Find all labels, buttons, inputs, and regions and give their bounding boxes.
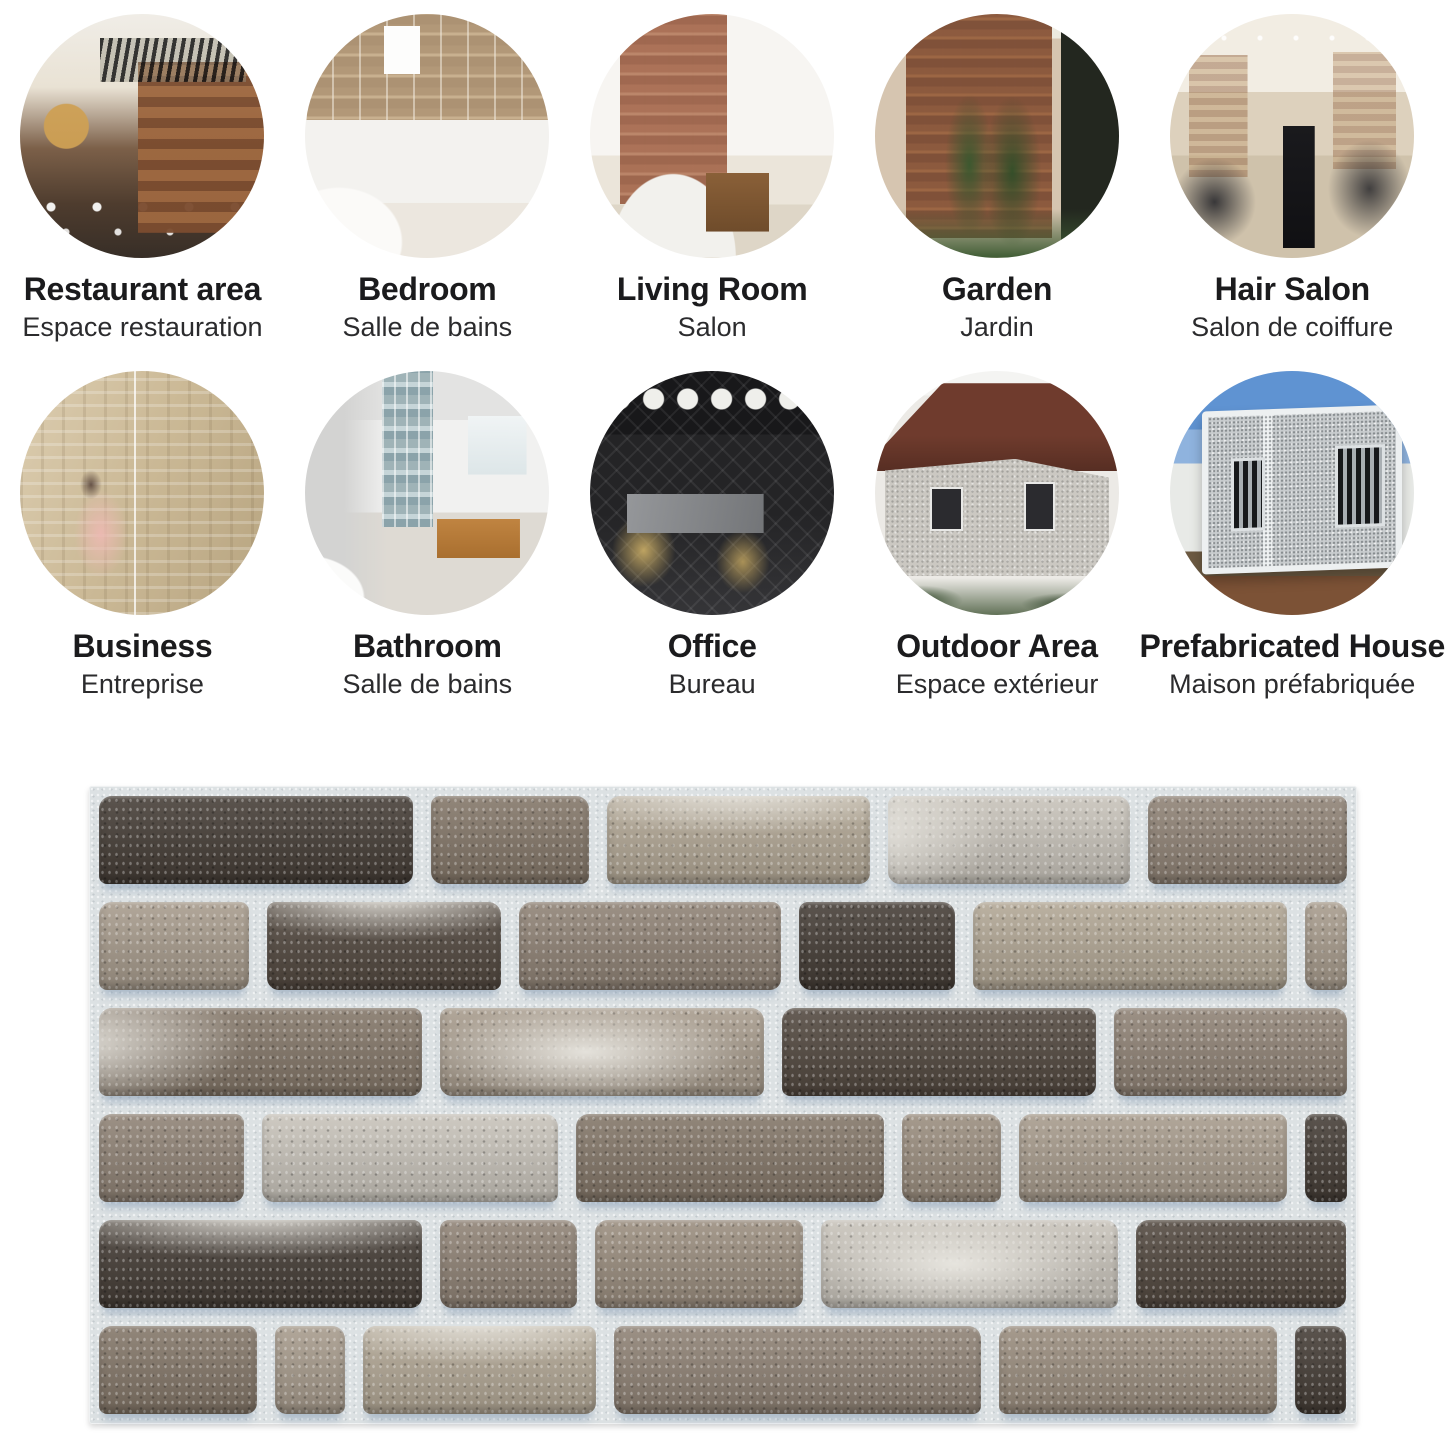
brick xyxy=(99,1220,423,1308)
window-shape xyxy=(1335,444,1384,527)
brick xyxy=(607,796,870,884)
brick xyxy=(1136,1220,1346,1308)
bush-shape xyxy=(875,578,1119,615)
application-label-fr: Espace restauration xyxy=(22,312,263,342)
outdoor-area-photo xyxy=(875,371,1119,615)
application-caption xyxy=(285,628,570,700)
brick xyxy=(1019,1114,1287,1202)
brick-row xyxy=(99,1220,1347,1308)
brick-panel-product-image xyxy=(89,786,1357,1424)
application-label-en: Office xyxy=(667,628,757,664)
brick xyxy=(821,1220,1118,1308)
application-card-hair-salon xyxy=(1139,14,1445,343)
application-label-fr: Salon de coiffure xyxy=(1191,312,1394,342)
application-label-fr: Salle de bains xyxy=(342,669,513,699)
application-caption xyxy=(855,271,1140,343)
brick-row xyxy=(99,1114,1347,1202)
brick xyxy=(595,1220,803,1308)
application-label-fr: Salle de bains xyxy=(342,312,513,342)
application-label-en: Restaurant area xyxy=(23,271,262,307)
brick xyxy=(1114,1008,1346,1096)
application-label-en: Prefabricated House xyxy=(1139,628,1445,664)
brick xyxy=(902,1114,1001,1202)
brick xyxy=(99,1114,245,1202)
window-shape xyxy=(930,487,963,531)
application-caption xyxy=(0,628,285,700)
brick xyxy=(99,796,413,884)
brick xyxy=(440,1220,577,1308)
application-card-outdoor-area xyxy=(855,371,1140,700)
brick xyxy=(576,1114,884,1202)
application-caption xyxy=(570,628,855,700)
window-shape xyxy=(1024,482,1055,531)
brick-row xyxy=(99,796,1347,884)
application-label-en: Living Room xyxy=(616,271,808,307)
bathroom-photo xyxy=(305,371,549,615)
office-photo xyxy=(590,371,834,615)
garden-photo xyxy=(875,14,1119,258)
brick xyxy=(267,902,500,990)
window-shape xyxy=(1230,457,1264,531)
brick xyxy=(888,796,1131,884)
hair-salon-photo xyxy=(1170,14,1414,258)
brick xyxy=(440,1008,764,1096)
brick xyxy=(1295,1326,1347,1414)
brick xyxy=(275,1326,344,1414)
bedroom-photo xyxy=(305,14,549,258)
brick-row xyxy=(99,902,1347,990)
application-label-fr: Maison préfabriquée xyxy=(1169,669,1416,699)
application-card-office xyxy=(570,371,855,700)
application-card-business xyxy=(0,371,285,700)
application-caption xyxy=(570,271,855,343)
application-label-fr: Entreprise xyxy=(80,669,204,699)
brick xyxy=(99,1326,258,1414)
house-wall-shape xyxy=(885,459,1109,576)
brick xyxy=(99,902,250,990)
application-label-en: Bedroom xyxy=(358,271,497,307)
brick xyxy=(999,1326,1277,1414)
product-image-section xyxy=(0,786,1445,1424)
application-label-fr: Jardin xyxy=(960,312,1034,342)
roof-shape xyxy=(875,383,1119,471)
application-label-en: Garden xyxy=(941,271,1053,307)
application-label-en: Hair Salon xyxy=(1214,271,1370,307)
brick-row xyxy=(99,1008,1347,1096)
brick xyxy=(431,796,590,884)
application-caption xyxy=(0,271,285,343)
application-label-en: Business xyxy=(72,628,213,664)
application-card-prefabricated-house xyxy=(1139,371,1445,700)
application-caption xyxy=(285,271,570,343)
application-card-garden xyxy=(855,14,1140,343)
brick-row xyxy=(99,1326,1347,1414)
brick xyxy=(1305,1114,1347,1202)
application-label-fr: Bureau xyxy=(668,669,756,699)
application-label-en: Outdoor Area xyxy=(896,628,1098,664)
brick xyxy=(1305,902,1347,990)
brick xyxy=(99,1008,422,1096)
application-card-bathroom xyxy=(285,371,570,700)
application-label-en: Bathroom xyxy=(352,628,502,664)
applications-grid xyxy=(0,0,1445,700)
application-caption xyxy=(1139,628,1445,700)
prefabricated-house-photo xyxy=(1170,371,1414,615)
container-house-shape xyxy=(1202,404,1402,574)
brick xyxy=(363,1326,596,1414)
brick xyxy=(1148,796,1346,884)
application-card-restaurant-area xyxy=(0,14,285,343)
living-room-photo xyxy=(590,14,834,258)
application-card-bedroom xyxy=(285,14,570,343)
application-card-living-room xyxy=(570,14,855,343)
brick xyxy=(614,1326,981,1414)
application-label-fr: Salon xyxy=(677,312,747,342)
brick xyxy=(262,1114,558,1202)
brick xyxy=(973,902,1287,990)
brick xyxy=(782,1008,1096,1096)
application-label-fr: Espace extérieur xyxy=(895,669,1099,699)
application-caption xyxy=(855,628,1140,700)
application-caption xyxy=(1139,271,1445,343)
brick xyxy=(519,902,782,990)
brick xyxy=(799,902,955,990)
business-photo xyxy=(20,371,264,615)
restaurant-area-photo xyxy=(20,14,264,258)
